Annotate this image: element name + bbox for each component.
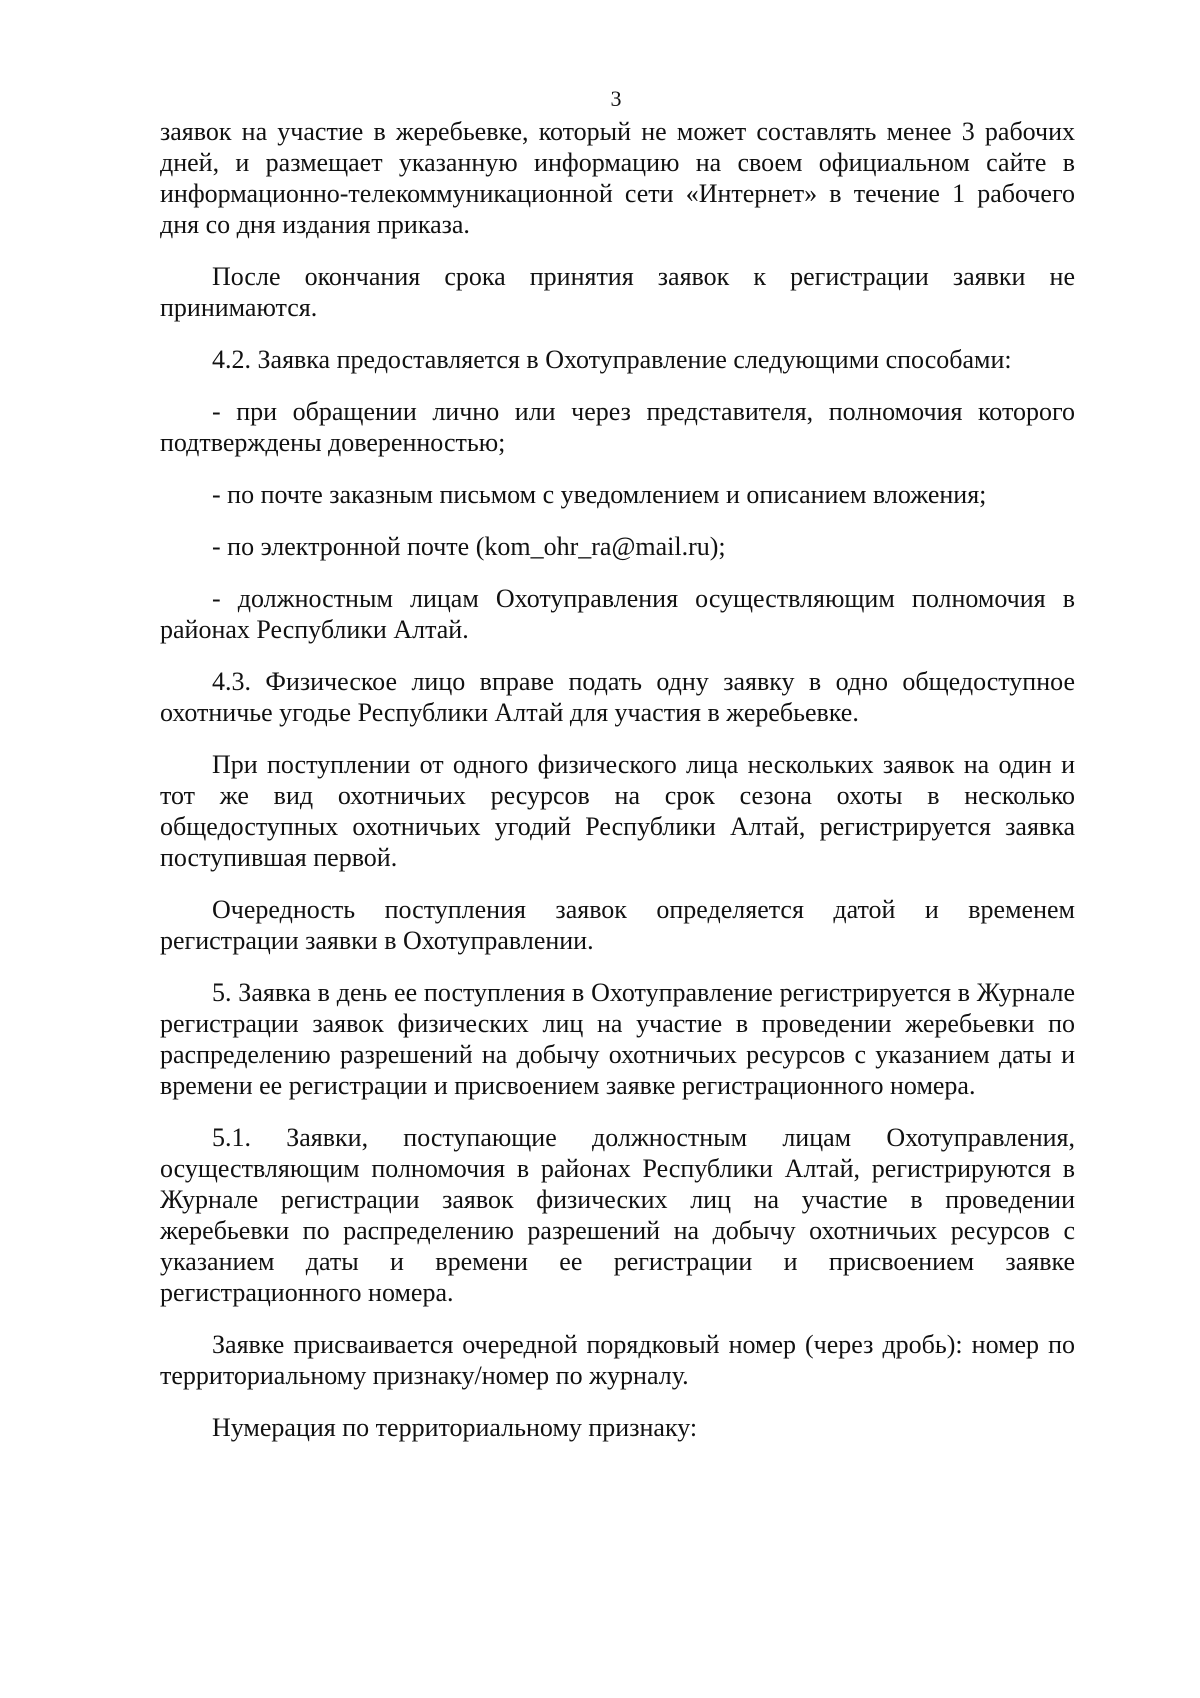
paragraph-multiple-applications: При поступлении от одного физического лица нескольких заявок на один и тот же вид охотничьих ресурсов на срок сезона охоты в несколько общедоступных охотничьих угодий Республики Алтай, регистрируется заявка поступившая первой. [160, 750, 1075, 872]
list-item-post: - по почте заказным письмом с уведомлением и описанием вложения; [212, 480, 987, 509]
paragraph-continuation: заявок на участие в жеребьевке, который не может составлять менее 3 рабочих дней, и размещает указанную информацию на своем официальном сайте в информационно-телекоммуникационной сети «Интернет» в течение 1 рабочего дня со дня издания приказа. [160, 117, 1075, 239]
paragraph-order-of-receipt: Очередность поступления заявок определяется датой и временем регистрации заявки в Охотуправлении. [160, 895, 1075, 955]
list-item-officials: - должностным лицам Охотуправления осуществляющим полномочия в районах Республики Алтай. [160, 584, 1075, 644]
paragraph-territorial-numbering: Нумерация по территориальному признаку: [212, 1413, 698, 1442]
page-number: 3 [610, 86, 622, 111]
paragraph-5-1: 5.1. Заявки, поступающие должностным лицам Охотуправления, осуществляющим полномочия в районах Республики Алтай, регистрируются в Журнале регистрации заявок физических лиц на участие в проведении жеребьевки по распределению разрешений на добычу охотничьих ресурсов с указанием даты и времени ее регистрации и присвоением заявке регистрационного номера. [160, 1123, 1075, 1307]
list-item-in-person: - при обращении лично или через представителя, полномочия которого подтверждены доверенностью; [160, 397, 1075, 457]
paragraph-5: 5. Заявка в день ее поступления в Охотуправление регистрируется в Журнале регистрации заявок физических лиц на участие в проведении жеребьевки по распределению разрешений на добычу охотничьих ресурсов с указанием даты и времени ее регистрации и присвоением заявке регистрационного номера. [160, 978, 1075, 1100]
paragraph-4-3: 4.3. Физическое лицо вправе подать одну заявку в одно общедоступное охотничье угодье Республики Алтай для участия в жеребьевке. [160, 667, 1075, 727]
document-body [160, 116, 1075, 1464]
list-item-email: - по электронной почте (kom_ohr_ra@mail.ru); [212, 532, 726, 561]
paragraph-numbering-rule: Заявке присваивается очередной порядковый номер (через дробь): номер по территориальному признаку/номер по журналу. [160, 1330, 1075, 1390]
paragraph-4-2: 4.2. Заявка предоставляется в Охотуправление следующими способами: [212, 345, 1012, 374]
paragraph-deadline-note: После окончания срока принятия заявок к регистрации заявки не принимаются. [160, 262, 1075, 322]
